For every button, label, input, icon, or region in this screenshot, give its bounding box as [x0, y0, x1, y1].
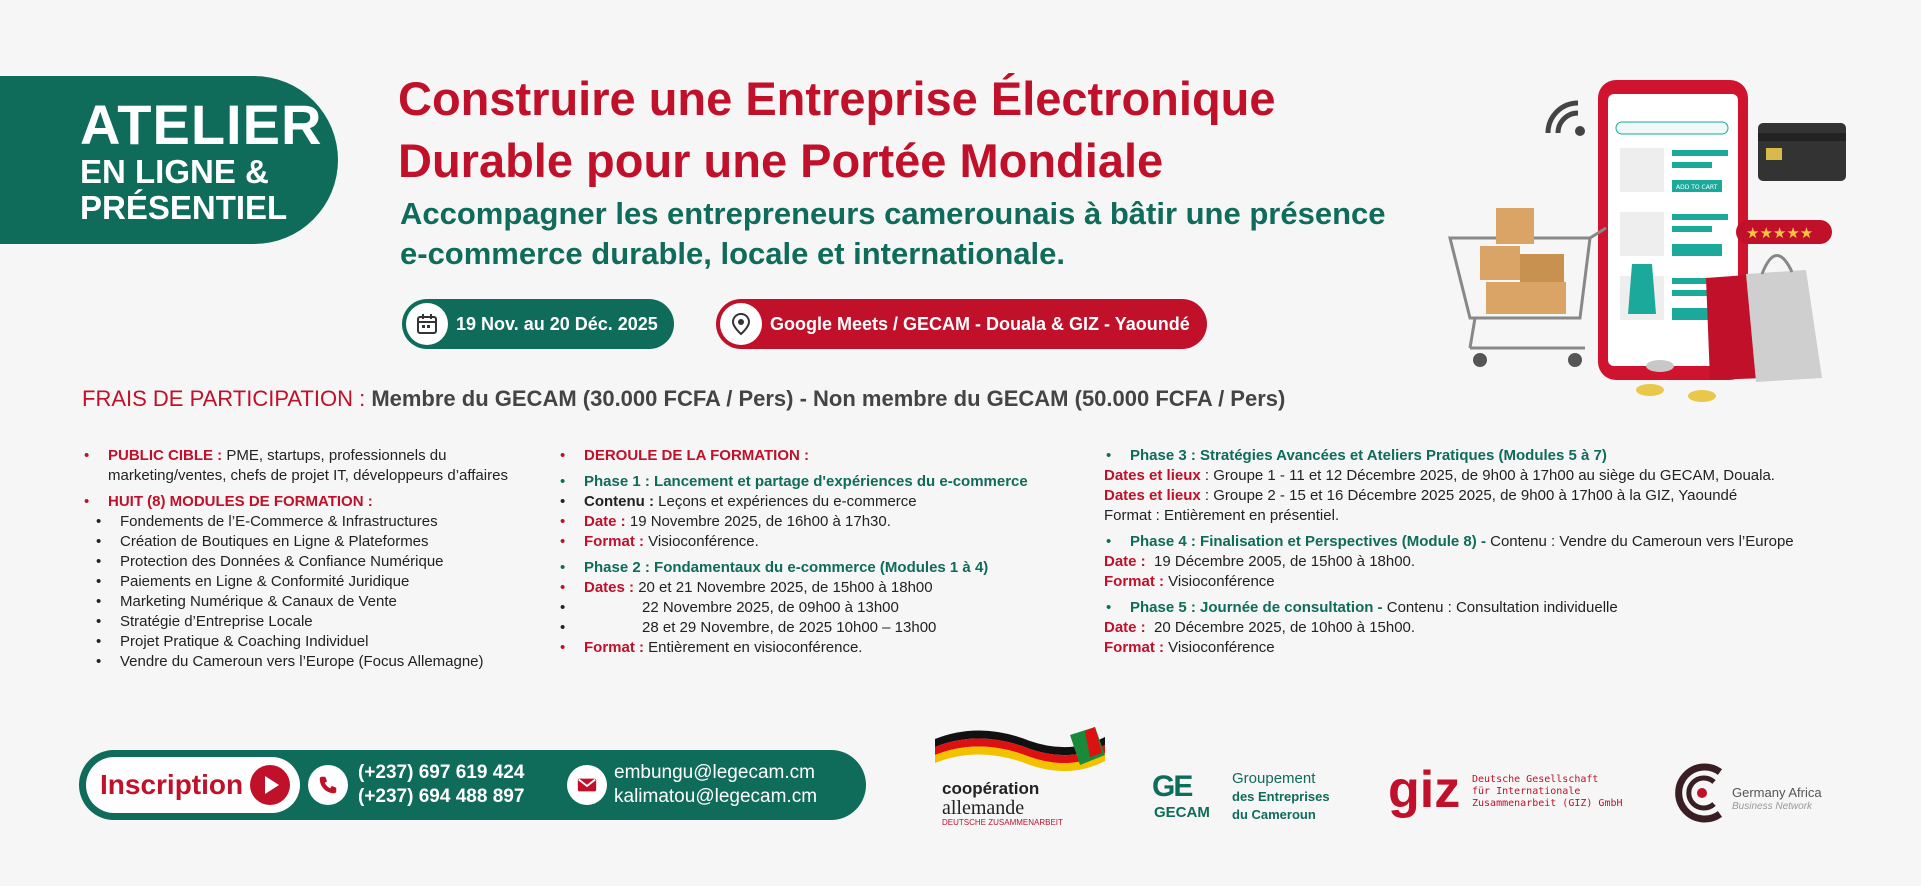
public-cible-label: PUBLIC CIBLE : [108, 447, 223, 464]
title-line1: Construire une Entreprise Électronique [398, 72, 1276, 125]
gecam-logo: GE GECAM Groupement des Entreprises du Cameroun [1152, 770, 1330, 822]
list-item: Format : Entièrement en présentiel. [1104, 507, 1340, 524]
list-item: • Phase 5 : Journée de consultation - Contenu : Consultation individuelle [1106, 599, 1618, 616]
format-text: Visioconférence. [648, 533, 759, 550]
date-label: Date : [584, 513, 626, 530]
format-text: Visioconférence [1168, 573, 1275, 590]
format-text: Entièrement en visioconférence. [648, 639, 863, 656]
location-pin-icon [720, 303, 762, 345]
list-item: • Phase 2 : Fondamentaux du e-commerce (Modules 1 à 4) [560, 559, 989, 576]
module-text: Création de Boutiques en Ligne & Plateformes [120, 533, 429, 550]
fees-line [82, 386, 1285, 412]
shopping-cart-icon [1450, 208, 1606, 367]
gabn-mark-icon [1672, 760, 1732, 826]
list-item [1104, 466, 1904, 486]
gabn-line2: Business Network [1732, 801, 1813, 812]
list-item: • Format : Visioconférence. [560, 533, 759, 550]
calendar-icon [406, 303, 448, 345]
list-item: • Phase 1 : Lancement et partage d'expériences du e-commerce [560, 473, 1028, 490]
module-item: • Création de Boutiques en Ligne & Plateformes [96, 533, 429, 550]
date-text: 22 Novembre 2025, de 09h00 à 13h00 [642, 599, 899, 616]
module-item: • Stratégie d’Entreprise Locale [96, 613, 313, 630]
date-pill [402, 299, 674, 349]
giz-mark: giz [1388, 761, 1461, 819]
giz-line3: Zusammenarbeit (GIZ) GmbH [1472, 798, 1623, 809]
giz-line1: Deutsche Gesellschaft [1472, 774, 1599, 785]
format-label: Format : [1104, 573, 1164, 590]
list-item: • PUBLIC CIBLE : PME, startups, professionnels du marketing/ventes, chefs de projet IT, développeurs d’affaires [84, 447, 508, 484]
phase2-title: Phase 2 : Fondamentaux du e-commerce (Modules 1 à 4) [584, 559, 989, 576]
list-item: • Format : Entièrement en visioconférence. [560, 639, 863, 656]
date-text: 20 Décembre 2025, de 10h00 à 15h00. [1154, 619, 1416, 636]
list-item [1104, 638, 1904, 658]
germany-africa-logo [1672, 760, 1872, 826]
phase4-title: Phase 4 : Finalisation et Perspectives (Module 8) - [1130, 533, 1486, 550]
column-phases [1104, 446, 1904, 658]
list-item [1104, 572, 1904, 592]
credit-card-icon [1758, 123, 1846, 181]
module-item: • Vendre du Cameroun vers l’Europe (Focus Allemagne) [96, 653, 484, 670]
contenu-label: Contenu : [584, 493, 654, 510]
cooperation-allemande-logo [930, 725, 1110, 825]
module-text: Marketing Numérique & Canaux de Vente [120, 593, 397, 610]
page-title [398, 68, 1478, 192]
add-to-cart-label: ADD TO CART [1676, 184, 1718, 191]
module-text: Projet Pratique & Coaching Individuel [120, 633, 369, 650]
module-text: Protection des Données & Confiance Numérique [120, 553, 444, 570]
format-label: Format : [1104, 639, 1164, 656]
email-icon [567, 765, 607, 805]
fees-text: Membre du GECAM (30.000 FCFA / Pers) - Non membre du GECAM (50.000 FCFA / Pers) [371, 386, 1286, 411]
list-item: • DEROULE DE LA FORMATION : [560, 447, 809, 464]
date-label: Date : [1104, 619, 1146, 636]
flag-ribbon-icon [930, 725, 1110, 775]
wifi-icon [1548, 103, 1585, 136]
module-text: Vendre du Cameroun vers l’Europe (Focus Allemagne) [120, 653, 484, 670]
module-item: • Marketing Numérique & Canaux de Vente [96, 593, 397, 610]
list-item: • 22 Novembre 2025, de 09h00 à 13h00 [560, 599, 899, 616]
module-text: Paiements en Ligne & Conformité Juridique [120, 573, 410, 590]
phone-icon [308, 765, 348, 805]
module-item: • Paiements en Ligne & Conformité Juridique [96, 573, 410, 590]
coop-line3: DEUTSCHE ZUSAMMENARBEIT [942, 818, 1063, 827]
gabn-line1: Germany Africa [1732, 785, 1822, 800]
rating-stars [1736, 220, 1832, 244]
giz-logo [1388, 762, 1628, 822]
format-label: Format : [584, 533, 644, 550]
list-item: • HUIT (8) MODULES DE FORMATION : [84, 493, 373, 510]
list-item: • Contenu : Leçons et expériences du e-commerce [560, 493, 917, 510]
lieux-text: : Groupe 2 - 15 et 16 Décembre 2025 2025, de 9h00 à 17h00 à la GIZ, Yaoundé [1204, 487, 1738, 504]
stars-label: ★★★★★ [1746, 224, 1814, 242]
subtitle-line1: Accompagner les entrepreneurs camerounais à bâtir une présence [400, 196, 1386, 231]
date-label: Date : [1104, 553, 1146, 570]
list-item: • Date : 19 Novembre 2025, de 16h00 à 17h30. [560, 513, 891, 530]
column-public-modules [82, 446, 537, 672]
format-label: Format : [584, 639, 644, 656]
date-pill-text: 19 Nov. au 20 Déc. 2025 [456, 313, 658, 334]
lieux-label: Dates et lieux [1104, 487, 1201, 504]
phase5-title: Phase 5 : Journée de consultation - [1130, 599, 1383, 616]
date-text: 28 et 29 Novembre, de 2025 10h00 – 13h00 [642, 619, 937, 636]
location-pill-text: Google Meets / GECAM - Douala & GIZ - Yaoundé [770, 313, 1190, 334]
gecam-line1: Groupement [1232, 770, 1316, 787]
module-item: • Protection des Données & Confiance Numérique [96, 553, 444, 570]
modules-label: HUIT (8) MODULES DE FORMATION : [108, 493, 373, 510]
lieux-label: Dates et lieux [1104, 467, 1201, 484]
list-item [1104, 486, 1904, 506]
format-text: Visioconférence [1168, 639, 1275, 656]
module-text: Stratégie d’Entreprise Locale [120, 613, 313, 630]
list-item: • Phase 4 : Finalisation et Perspectives (Module 8) - Contenu : Vendre du Cameroun vers l’Europe [1106, 533, 1794, 550]
fees-label: FRAIS DE PARTICIPATION : [82, 386, 366, 411]
coop-line1: coopération [942, 779, 1040, 798]
phone-number[interactable]: (+237) 697 619 424 [358, 762, 525, 783]
lieux-text: : Groupe 1 - 11 et 12 Décembre 2025, de 9h00 à 17h00 au siège du GECAM, Douala. [1204, 467, 1775, 484]
email-link[interactable]: embungu@legecam.cm [614, 762, 815, 783]
list-item [1104, 552, 1904, 572]
module-text: Fondements de l’E-Commerce & Infrastructures [120, 513, 438, 530]
badge-line2: EN LIGNE & [80, 153, 269, 190]
list-item [1104, 618, 1904, 638]
list-item: • Dates : 20 et 21 Novembre 2025, de 15h00 à 18h00 [560, 579, 933, 596]
contenu-text: Leçons et expériences du e-commerce [658, 493, 917, 510]
page-subtitle [400, 194, 1480, 274]
module-item: • Fondements de l’E-Commerce & Infrastructures [96, 513, 438, 530]
coop-line2: allemande [942, 797, 1025, 819]
inscription-label: Inscription [100, 769, 244, 800]
gecam-mark: GECAM [1154, 804, 1210, 821]
date-text: 20 et 21 Novembre 2025, de 15h00 à 18h00 [638, 579, 933, 596]
subtitle-line2: e-commerce durable, locale et internationale. [400, 236, 1066, 271]
giz-line2: für Internationale [1472, 786, 1581, 797]
gecam-line2: des Entreprises [1232, 789, 1330, 804]
play-arrow-icon [250, 765, 290, 805]
phone-number[interactable]: (+237) 694 488 897 [358, 786, 525, 807]
ecommerce-illustration [1440, 78, 1890, 408]
public-cible-text: PME, startups, professionnels du marketing/ventes, chefs de projet IT, développeurs d’affaires [108, 447, 508, 484]
list-item: • 28 et 29 Novembre, de 2025 10h00 – 13h00 [560, 619, 937, 636]
contenu-text: Contenu : Consultation individuelle [1386, 599, 1618, 616]
badge-line1: ATELIER [80, 93, 323, 156]
badge-line3: PRÉSENTIEL [80, 189, 288, 226]
gecam-line3: du Cameroun [1232, 807, 1316, 822]
title-line2: Durable pour une Portée Mondiale [398, 134, 1164, 187]
deroule-heading: DEROULE DE LA FORMATION : [584, 447, 809, 464]
email-link[interactable]: kalimatou@legecam.cm [614, 786, 818, 807]
phase3-title: Phase 3 : Stratégies Avancées et Ateliers Pratiques (Modules 5 à 7) [1130, 447, 1607, 464]
module-item: • Projet Pratique & Coaching Individuel [96, 633, 369, 650]
atelier-badge [0, 76, 338, 244]
list-item: • Phase 3 : Stratégies Avancées et Ateliers Pratiques (Modules 5 à 7) [1106, 447, 1607, 464]
contenu-text: Contenu : Vendre du Cameroun vers l’Europe [1490, 533, 1794, 550]
dates-label: Dates : [584, 579, 635, 596]
column-deroule [558, 446, 1083, 658]
phase1-title: Phase 1 : Lancement et partage d'expériences du e-commerce [584, 473, 1028, 490]
date-text: 19 Novembre 2025, de 16h00 à 17h30. [629, 513, 891, 530]
inscription-button[interactable] [86, 757, 300, 813]
location-pill [716, 299, 1207, 349]
date-text: 19 Décembre 2005, de 15h00 à 18h00. [1154, 553, 1416, 570]
